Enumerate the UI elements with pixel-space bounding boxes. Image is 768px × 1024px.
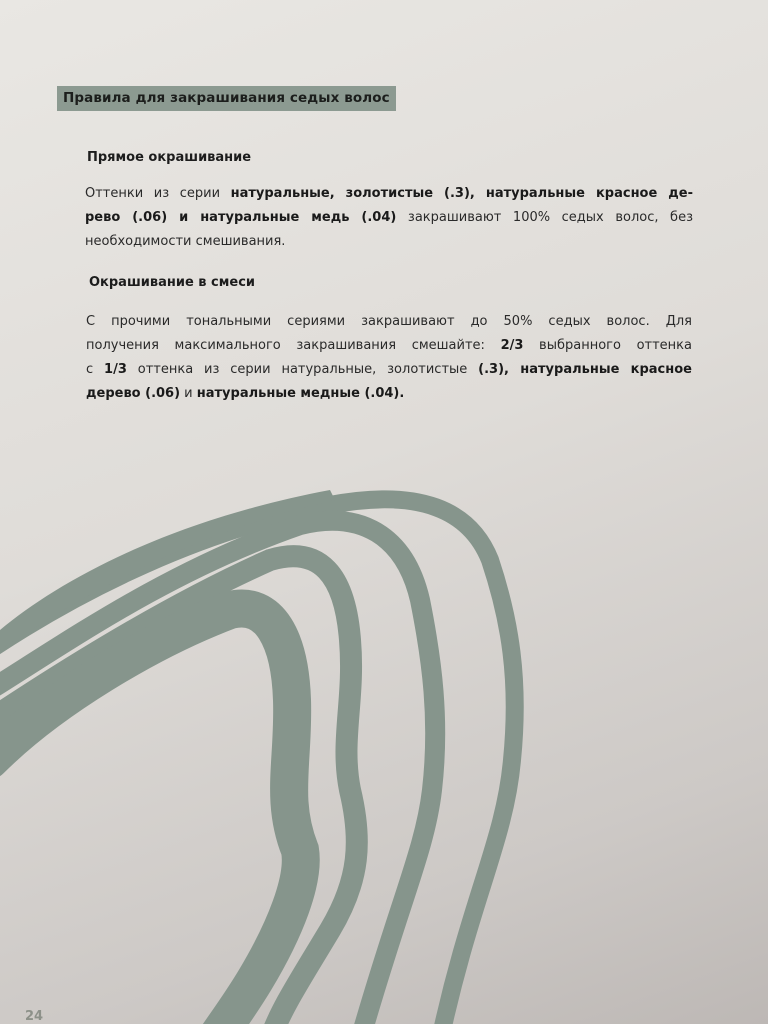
text-line	[86, 358, 692, 382]
text-line	[86, 334, 692, 358]
text-run: С прочими тональными сериями закрашивают до 50% седых волос. Для	[86, 314, 692, 329]
heading-mix-coloring: Окрашивание в смеси	[89, 275, 256, 290]
text-run: необходимости смешивания.	[85, 234, 286, 249]
bold-text: рево (.06) и натуральные медь (.04)	[85, 210, 397, 225]
text-line	[85, 230, 693, 254]
text-line	[86, 310, 692, 334]
bold-text: (.3), натуральные красное	[478, 362, 692, 377]
page-number: 24	[25, 1009, 44, 1024]
text-run: Оттенки из серии	[85, 186, 231, 201]
text-run: получения максимального закрашивания смешайте:	[86, 338, 501, 353]
bold-text: натуральные медные (.04).	[196, 386, 405, 401]
text-run: с	[86, 362, 105, 377]
wave-stripe-4	[0, 608, 301, 1024]
bold-text: дерево (.06)	[86, 386, 181, 401]
text-run: и	[180, 386, 197, 401]
bold-text: 1/3	[104, 362, 127, 377]
text-run: закрашивают 100% седых волос, без	[396, 210, 693, 225]
text-line	[85, 182, 693, 206]
bold-text: 2/3	[500, 338, 524, 353]
bold-text: натуральные, золотистые (.3), натуральные красное де-	[230, 186, 693, 201]
text-run: оттенка из серии натуральные, золотистые	[126, 362, 479, 377]
text-line	[85, 206, 693, 230]
section-title: Правила для закрашивания седых волос	[57, 86, 396, 111]
heading-direct-coloring: Прямое окрашивание	[87, 150, 252, 165]
text-run: выбранного оттенка	[523, 338, 692, 353]
paragraph-mix-coloring	[86, 310, 692, 406]
text-line	[86, 382, 692, 406]
paragraph-direct-coloring	[85, 182, 693, 254]
